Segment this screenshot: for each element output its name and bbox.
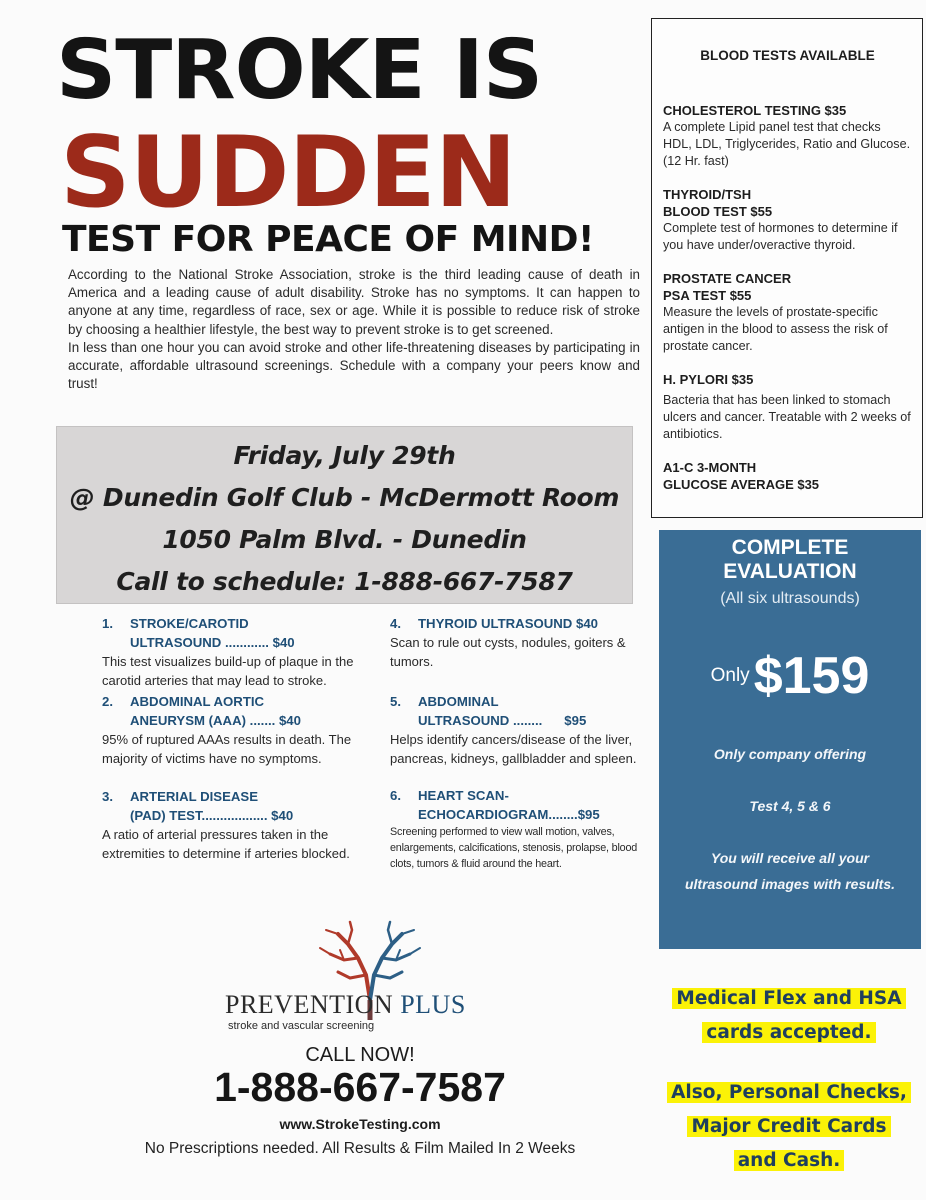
test-title-price: ULTRASOUND ........ $95 <box>418 713 587 728</box>
promo-title-a: COMPLETE <box>731 536 849 559</box>
blood-tests-panel <box>651 18 923 518</box>
test-title-price: ECHOCARDIOGRAM........$95 <box>418 807 600 822</box>
blood-test-item <box>663 186 912 254</box>
payment-flex-hsa <box>652 982 926 1050</box>
test-description: Helps identify cancers/disease of the liver, pancreas, kidneys, gallbladder and spleen. <box>390 732 637 766</box>
headline-line3: TEST FOR PEACE OF MIND! <box>62 219 594 260</box>
promo-title-b: EVALUATION <box>723 560 857 583</box>
test-number: 1. <box>102 616 113 631</box>
logo-tagline: stroke and vascular screening <box>228 1020 375 1032</box>
payment-line-4: Major Credit Cards <box>687 1116 890 1137</box>
promo-note-3a: You will receive all your <box>710 850 870 866</box>
logo-name-b: PLUS <box>400 990 466 1019</box>
test-description: Screening performed to view wall motion, valves, enlargements, calcifications, stenosis, prolapse, blood clots, tumors & fluid around the heart. <box>390 826 638 870</box>
logo-wordmark <box>225 990 466 1020</box>
event-venue: @ Dunedin Golf Club - McDermott Room <box>69 483 620 512</box>
test-number: 2. <box>102 694 113 709</box>
headline-line1: STROKE IS <box>56 23 543 118</box>
promo-title <box>659 536 921 584</box>
blood-test-heading-price: PSA TEST $55 <box>663 288 752 303</box>
logo-name-a: PREVENTION <box>225 990 394 1019</box>
blood-test-item <box>663 102 912 170</box>
blood-tests-title: BLOOD TESTS AVAILABLE <box>700 48 875 63</box>
blood-test-heading-price: GLUCOSE AVERAGE $35 <box>663 477 820 492</box>
test-title: ARTERIAL DISEASE <box>130 789 258 804</box>
blood-test-heading: A1-C 3-MONTH <box>663 460 757 475</box>
test-description: 95% of ruptured AAAs results in death. The majority of victims have no symptoms. <box>102 732 352 766</box>
blood-test-heading: THYROID/TSH <box>663 187 752 202</box>
test-title-price: ANEURYSM (AAA) ....... $40 <box>130 713 301 728</box>
test-item <box>390 614 640 671</box>
payment-line-3: Also, Personal Checks, <box>667 1082 911 1103</box>
promo-note-2: Test 4, 5 & 6 <box>749 798 831 814</box>
blood-test-heading-price: BLOOD TEST $55 <box>663 204 773 219</box>
promo-price: $159 <box>753 647 870 705</box>
test-title: ABDOMINAL AORTIC <box>130 694 265 709</box>
website-link[interactable]: www.StrokeTesting.com <box>279 1116 441 1132</box>
test-title: ABDOMINAL <box>418 694 499 709</box>
blood-test-description: A complete Lipid panel test that checks HDL, LDL, Triglycerides, Ratio and Glucose. (12 Hr. fast) <box>663 120 911 168</box>
payment-line-2: cards accepted. <box>702 1022 875 1043</box>
test-item <box>390 786 640 872</box>
payment-line-1: Medical Flex and HSA <box>672 988 905 1009</box>
test-number: 5. <box>390 694 401 709</box>
payment-line-5: and Cash. <box>734 1150 845 1171</box>
event-box <box>56 426 633 604</box>
event-address: 1050 Palm Blvd. - Dunedin <box>162 525 527 554</box>
headline-line2: SUDDEN <box>60 116 516 230</box>
blood-test-item <box>663 459 912 493</box>
test-title-price: (PAD) TEST.................. $40 <box>130 808 294 823</box>
blood-test-item <box>663 371 912 443</box>
intro-text <box>68 266 640 393</box>
test-item <box>102 692 362 768</box>
blood-test-item <box>663 270 912 355</box>
test-title-price: THYROID ULTRASOUND $40 <box>418 616 599 631</box>
test-number: 6. <box>390 788 401 803</box>
event-schedule: Call to schedule: 1-888-667-7587 <box>116 567 573 596</box>
promo-price-row <box>659 646 921 706</box>
test-description: This test visualizes build-up of plaque in the carotid arteries that may lead to stroke. <box>102 654 354 688</box>
blood-test-heading: CHOLESTEROL TESTING $35 <box>663 103 847 118</box>
tests-column-right <box>390 614 640 872</box>
call-now-heading: CALL NOW! <box>305 1044 415 1066</box>
promo-only-label: Only <box>710 665 750 686</box>
blood-test-description: Measure the levels of prostate-specific antigen in the blood to assess the risk of prostate cancer. <box>663 305 888 353</box>
tests-column-left <box>102 614 362 863</box>
intro-paragraph-1: According to the National Stroke Association, stroke is the third leading cause of death in America and a leading cause of adult disability. Stroke has no symptoms. It can happen to anyone at any time, regardless of race, sex or age. While it is possible to reduce risk of stroke by choosing a healthier lifestyle, the best way to prevent stroke is to get screened. <box>68 267 640 337</box>
blood-test-description: Complete test of hormones to determine if you have under/overactive thyroid. <box>663 221 898 252</box>
promo-note-1: Only company offering <box>713 746 867 762</box>
test-title-price: ULTRASOUND ............ $40 <box>130 635 295 650</box>
promo-note-3b: ultrasound images with results. <box>684 876 896 892</box>
test-title: HEART SCAN- <box>418 788 509 803</box>
test-description: Scan to rule out cysts, nodules, goiters & tumors. <box>390 635 626 669</box>
test-description: A ratio of arterial pressures taken in the extremities to determine if arteries blocked. <box>102 827 350 861</box>
phone-number[interactable]: 1-888-667-7587 <box>214 1064 506 1110</box>
test-number: 3. <box>102 789 113 804</box>
promo-subtitle: (All six ultrasounds) <box>720 590 860 607</box>
intro-paragraph-2: In less than one hour you can avoid stroke and other life-threatening diseases by participating in accurate, affordable ultrasound screenings. Schedule with a company your peers know and trust! <box>68 339 640 392</box>
test-title: STROKE/CAROTID <box>130 616 249 631</box>
blood-test-description: Bacteria that has been linked to stomach ulcers and cancer. Treatable with 2 weeks of antibiotics. <box>663 393 911 441</box>
test-number: 4. <box>390 616 401 631</box>
test-item <box>102 614 362 690</box>
blood-test-heading: H. PYLORI $35 <box>663 372 754 387</box>
complete-evaluation-panel <box>659 530 921 949</box>
blood-test-heading: PROSTATE CANCER <box>663 271 792 286</box>
event-date: Friday, July 29th <box>233 441 456 470</box>
payment-other-methods <box>652 1076 926 1178</box>
test-item <box>102 787 362 863</box>
test-item <box>390 692 640 768</box>
footer-note: No Prescriptions needed. All Results & Film Mailed In 2 Weeks <box>144 1140 576 1157</box>
